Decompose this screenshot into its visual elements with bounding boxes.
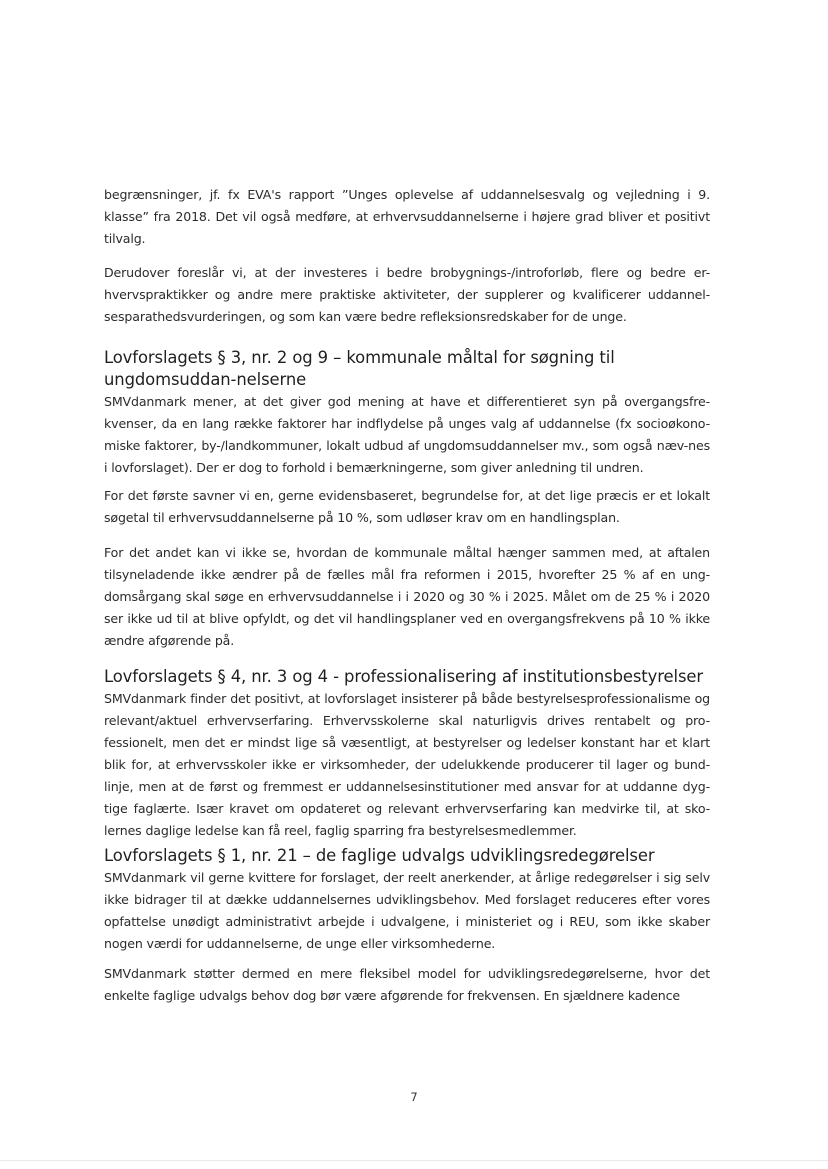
section-paragraph: SMVdanmark mener, at det giver god mening at have et differentieret syn på overgangsfre-kvenser, da en lang række faktorer har indflydelse på unges valg af uddannelse (fx socioøkono-miske faktorer, by-/landkommuner, lokalt udbud af ungdomsuddannelser mv., som også næv-nes i lovforslaget). Der er dog to forhold i bemærkningerne, som giver anledning til undren. [104, 394, 710, 475]
intro-paragraph-1: begrænsninger, jf. fx EVA's rapport ”Unges oplevelse af uddannelsesvalg og vejledning i 9. klasse” fra 2018. Det vil også medføre, at erhvervsuddannelserne i højere grad bliver et positivt tilvalg. [104, 187, 710, 246]
section-paragraph: SMVdanmark vil gerne kvittere for forslaget, der reelt anerkender, at årlige redegørelser i sig selv ikke bidrager til at dække uddannelsernes udviklingsbehov. Med forslaget reduceres efter vores opfattelse unødigt administrativt arbejde i udvalgene, i ministeriet og i REU, som ikke skaber nogen værdi for uddannelserne, de unge eller virksomhederne. [104, 870, 710, 951]
section-paragraph: SMVdanmark støtter dermed en mere fleksibel model for udviklingsredegørelserne, hvor det enkelte faglige udvalgs behov dog bør være afgørende for frekvensen. En sjældnere kadence [104, 966, 710, 1003]
section-heading: Lovforslagets § 1, nr. 21 – de faglige udvalgs udviklingsredegørelser [104, 846, 655, 865]
section-udviklingsredegoerelser [104, 845, 710, 955]
section-paragraph: For det første savner vi en, gerne evidensbaseret, begrundelse for, at det lige præcis er et lokalt søgetal til erhvervsuddannelserne på 10 %, som udløser krav om en handlingsplan. [104, 488, 710, 525]
page-edge-divider [0, 1160, 828, 1161]
section-heading: Lovforslagets § 4, nr. 3 og 4 - professionalisering af institutionsbestyrelser [104, 667, 704, 686]
intro-paragraph-2: Derudover foreslår vi, at der investeres i bedre brobygnings-/introforløb, flere og bedre er-hvervspraktikker og andre mere praktiske aktiviteter, der supplerer og kvalificerer uddannel-sesparathedsvurderingen, og som kan være bedre refleksionsredskaber for de unge. [104, 265, 710, 324]
section-heading: Lovforslagets § 3, nr. 2 og 9 – kommunale måltal for søgning til ungdomsuddan-nelserne [104, 348, 615, 389]
section-paragraph: SMVdanmark finder det positivt, at lovforslaget insisterer på både bestyrelsesprofessionalisme og relevant/aktuel erhvervserfaring. Erhvervsskolerne skal naturligvis drives rentabelt og pro-fessionelt, men det er mindst lige så væsentligt, at bestyrelser og ledelser konstant har et klart blik for, at erhvervsskoler ikke er virksomheder, der udelukkende producerer til lager og bund-linje, men at de først og fremmest er uddannelsesinstitutioner med ansvar for at uddanne dyg-tige faglærte. Især kravet om opdateret og relevant erhvervserfaring kan medvirke til, at sko-lernes daglige ledelse kan få reel, faglig sparring fra bestyrelsesmedlemmer. [104, 691, 710, 838]
section-institutionsbestyrelser [104, 666, 710, 842]
page-number: 7 [410, 1090, 418, 1104]
section-paragraph: For det andet kan vi ikke se, hvordan de kommunale måltal hænger sammen med, at aftalen tilsyneladende ikke ændrer på de fælles mål fra reformen i 2015, hvorefter 25 % af en ung-domsårgang skal søge en erhvervsuddannelse i i 2020 og 30 % i 2025. Målet om de 25 % i 2020 ser ikke ud til at blive opfyldt, og det vil handlingsplaner ved en overgangsfrekvens på 10 % ikke ændre afgørende på. [104, 545, 710, 648]
section-kommunale-maaltal [104, 347, 710, 479]
